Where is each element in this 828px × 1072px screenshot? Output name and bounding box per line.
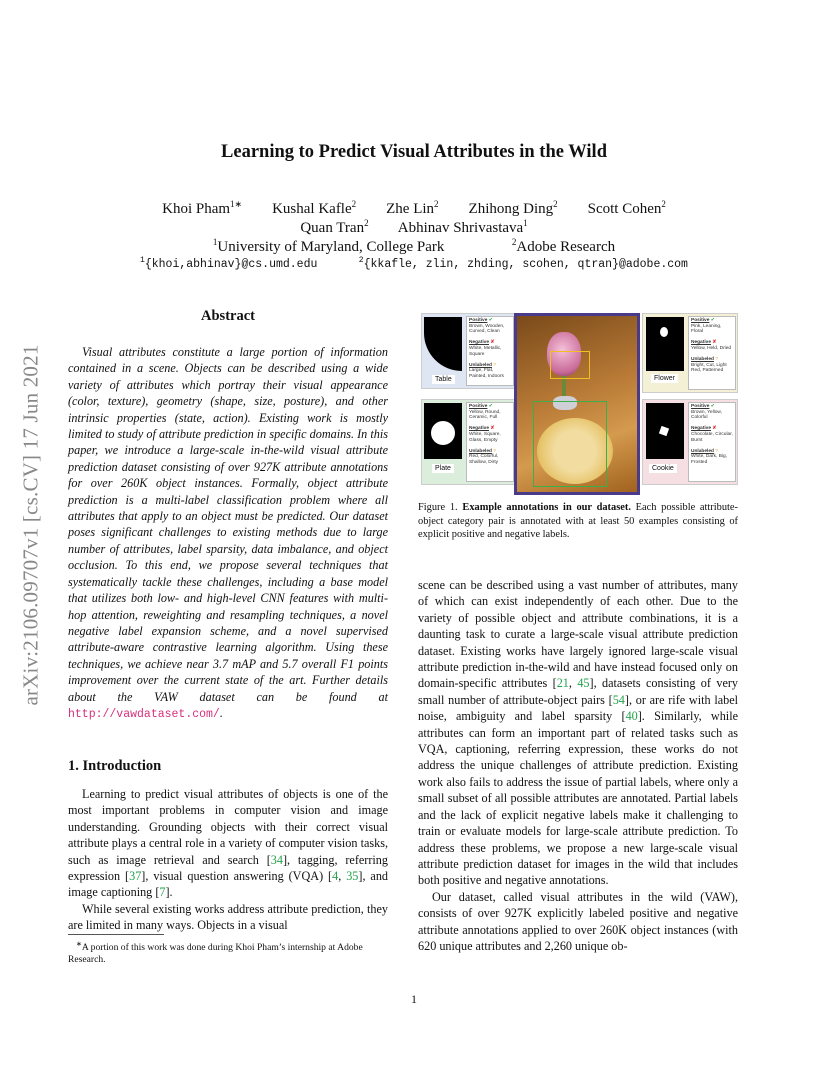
citation-link[interactable]: 37	[129, 869, 142, 884]
affiliations: $^1$University of Maryland, College Park $^2$Adobe Research	[212, 237, 616, 255]
panel-plate	[421, 399, 515, 485]
panel-label-table: Table	[432, 375, 455, 384]
citation-link[interactable]: 34	[270, 852, 283, 867]
introduction-body	[68, 786, 388, 934]
page-number: 1	[411, 992, 417, 1006]
citation-link[interactable]: 4	[332, 869, 339, 884]
figure-1	[418, 313, 738, 495]
figure-caption: Figure 1. Example annotations in our dataset. Each possible attribute-object category pair is annotated with at least 50 examples consisting of explicit positive and negative labels.	[418, 502, 738, 541]
dataset-link[interactable]: http://vawdataset.com/	[68, 707, 220, 721]
flower-bbox	[550, 351, 590, 379]
attribute-box-cookie: Positive ✔ Brown, Yellow, Colorful Negative ✘ Chocolate, Circular, Burnt Unlabeled ? White, Dark, Big, Frosted	[688, 402, 736, 482]
panel-label-plate: Plate	[432, 464, 454, 473]
paper-title: Learning to Predict Visual Attributes in the Wild	[221, 142, 607, 162]
abstract-body: Visual attributes constitute a large portion of information contained in a scene. Objects can be described using a wide variety of attributes which portray their visual appearance (color, texture), geometry (shape, size, posture), and other intrinsic properties (state, action). Existing work is mostly limited to study of attribute prediction in specific domains. In this paper, we introduce a large-scale in-the-wild visual attribute prediction dataset consisting of over 927K attribute annotations for over 260K object instances. Formally, object attribute prediction is a multi-label classification problem where all attributes that apply to an object must be predicted. Our dataset poses significant challenges to existing methods due to large number of attributes, label sparsity, data imbalance, and object occlusion. To this end, we propose several techniques that systematically tackle these challenges, including a base model that utilizes both low- and high-level CNN features with multi-hop attention, reweighting and resampling techniques, a novel negative label expansion scheme, and a novel supervised attribute-aware contrastive learning algorithm. Using these techniques, we achieve near 3.7 mAP and 5.7 overall F1 points improvement over the current state of the art. Further details about the VAW dataset can be found at http://vawdataset.com/.	[68, 345, 388, 721]
panel-cookie	[642, 399, 738, 485]
flower-mask-image	[646, 317, 684, 371]
plate-bbox	[533, 401, 607, 487]
authors-line-1: Khoi Pham$^{1∗}$ Kushal Kafle$^2$ Zhe Lin$^2$ Zhihong Ding$^2$ Scott Cohen$^2$	[162, 199, 666, 217]
introduction-heading: 1. Introduction	[68, 758, 162, 774]
citation-link[interactable]: 35	[346, 869, 359, 884]
right-paragraph-2: Our dataset, called visual attributes in the wild (VAW), consists of over 927K explicitly labeled positive and negative attribute annotations applied to over 260K object instances (with 620 unique attributes and 2,260 unique ob-	[418, 889, 738, 953]
intro-paragraph-2: While several existing works address attribute prediction, they are limited in many ways. Objects in a visual	[68, 901, 388, 933]
table-mask-image	[424, 317, 462, 371]
citation-link[interactable]: 7	[159, 885, 166, 900]
abstract-heading: Abstract	[201, 308, 255, 324]
author-emails: $^1${khoi,abhinav}@cs.umd.edu $^2${kkafle, zlin, zhding, scohen, qtran}@adobe.com	[140, 256, 688, 271]
panel-label-cookie: Cookie	[649, 464, 677, 473]
plate-mask-image	[424, 403, 462, 459]
citation-link[interactable]: 40	[625, 709, 638, 724]
center-photo	[514, 313, 640, 495]
right-paragraph-1: scene can be described using a vast number of attributes, many of which can exist independently of each other. Due to the variety of possible object and attribute combinations, it is a daunting task to curate a large-scale visual attribute prediction dataset. Existing works have largely ignored large-scale visual attribute prediction in-the-wild and have instead focused only on domain-specific attributes [21, 45], datasets consisting of very small number of attribute-object pairs [54], or are rife with label noise, ambiguity and label sparsity [40]. Similarly, while attributes can form an important part of related tasks such as VQA, captioning, referring expression, these works do not address the unique challenges of attribute prediction. Existing work also fails to address the issue of partial labels, where only a small subset of all possible attributes are annotated. Partial labels and the lack of explicit negative labels make it challenging to train or evaluate models for large-scale attribute prediction. To address these problems, we propose a new large-scale visual attribute prediction dataset for images in the wild that includes both positive and negative annotations.	[418, 578, 739, 888]
arxiv-stamp: arXiv:2106.09707v1 [cs.CV] 17 Jun 2021	[18, 344, 43, 706]
attribute-box-plate: Positive ✔ Yellow, Round, Ceramic, Full Negative ✘ White, Square, Glass, Empty Unlabeled ? Red, Colorful, Shallow, Dirty	[466, 402, 514, 482]
right-column-body	[418, 577, 738, 954]
panel-label-flower: Flower	[651, 374, 678, 383]
citation-link[interactable]: 45	[577, 676, 590, 691]
footnote-rule	[68, 934, 164, 935]
panel-table	[421, 313, 515, 389]
cookie-mask-image	[646, 403, 684, 459]
intro-paragraph-1: Learning to predict visual attributes of objects is one of the most important problems in computer vision and image understanding. Grounding objects with their correct visual attribute plays a central role in a variety of computer vision tasks, such as image retrieval and search [34], tagging, referring expression [37], visual question answering (VQA) [4, 35], and image captioning [7].	[68, 787, 389, 900]
attribute-box-table: Positive ✔ Brown, Wooden, Curved, Clean Negative ✘ White, Metallic, Square Unlabeled ? Large, Flat, Painted, Indoors	[466, 316, 514, 386]
citation-link[interactable]: 54	[612, 692, 625, 707]
attribute-box-flower: Positive ✔ Pink, Leaning, Floral Negative ✘ Yellow, Held, Dried Unlabeled ? Bright, Cut, Light Red, Patterned	[688, 316, 736, 390]
authors-line-2: Quan Tran$^2$ Abhinav Shrivastava$^1$	[300, 218, 528, 236]
footnote: ∗A portion of this work was done during Khoi Pham’s internship at Adobe Research.	[68, 940, 363, 966]
citation-link[interactable]: 21	[556, 676, 569, 691]
panel-flower	[642, 313, 738, 393]
